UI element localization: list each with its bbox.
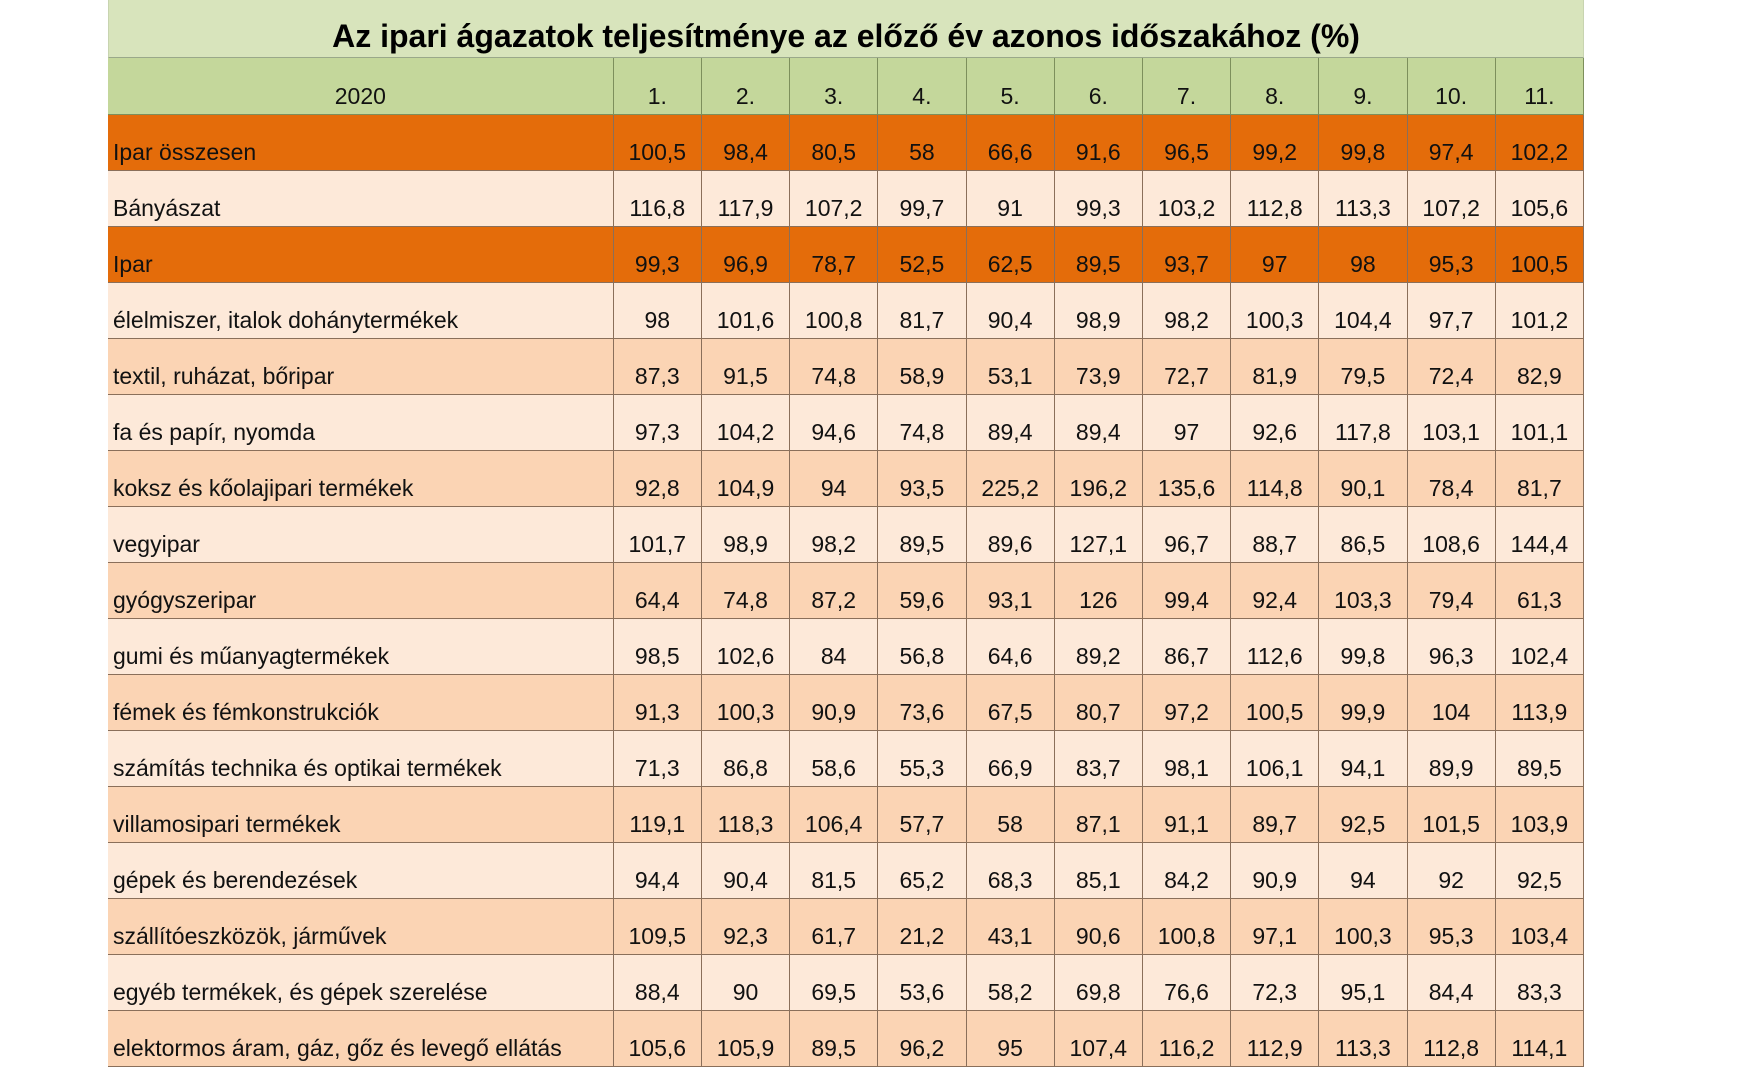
- value-cell[interactable]: 112,8: [1231, 171, 1319, 227]
- table-row: [108, 507, 1584, 563]
- row-label-cell[interactable]: textil, ruházat, bőripar: [108, 339, 613, 395]
- value-cell[interactable]: 100,3: [1319, 899, 1407, 955]
- value-cell[interactable]: 97: [1231, 227, 1319, 283]
- row-label-cell[interactable]: gumi és műanyagtermékek: [108, 619, 613, 675]
- value-cell[interactable]: 59,6: [878, 563, 966, 619]
- value-cell[interactable]: 94: [790, 451, 878, 507]
- header-year-cell[interactable]: 2020: [108, 58, 613, 115]
- value-cell[interactable]: 103,2: [1142, 171, 1230, 227]
- value-cell[interactable]: 97: [1142, 395, 1230, 451]
- header-month-cell[interactable]: 6.: [1054, 58, 1142, 115]
- value-cell[interactable]: 91: [966, 171, 1054, 227]
- value-cell[interactable]: 99,9: [1319, 675, 1407, 731]
- value-cell[interactable]: 109,5: [613, 899, 701, 955]
- value-cell[interactable]: 101,5: [1407, 787, 1495, 843]
- value-cell[interactable]: 95,3: [1407, 899, 1495, 955]
- value-cell[interactable]: 99,8: [1319, 619, 1407, 675]
- value-cell[interactable]: 99,3: [1054, 171, 1142, 227]
- value-cell[interactable]: 64,4: [613, 563, 701, 619]
- value-cell[interactable]: 66,6: [966, 115, 1054, 171]
- value-cell[interactable]: 98,9: [1054, 283, 1142, 339]
- value-cell[interactable]: 96,3: [1407, 619, 1495, 675]
- value-cell[interactable]: 100,3: [701, 675, 789, 731]
- value-cell[interactable]: 98,1: [1142, 731, 1230, 787]
- table-row: [108, 843, 1584, 899]
- value-cell[interactable]: 58,6: [790, 731, 878, 787]
- value-cell[interactable]: 69,5: [790, 955, 878, 1011]
- value-cell[interactable]: 66,9: [966, 731, 1054, 787]
- value-cell[interactable]: 58,9: [878, 339, 966, 395]
- value-cell[interactable]: 107,2: [790, 171, 878, 227]
- row-label-cell[interactable]: Ipar: [108, 227, 613, 283]
- value-cell[interactable]: 94,1: [1319, 731, 1407, 787]
- value-cell[interactable]: 97,7: [1407, 283, 1495, 339]
- value-cell[interactable]: 95,1: [1319, 955, 1407, 1011]
- row-label-cell[interactable]: Bányászat: [108, 171, 613, 227]
- value-cell[interactable]: 53,1: [966, 339, 1054, 395]
- value-cell[interactable]: 113,9: [1495, 675, 1583, 731]
- value-cell[interactable]: 85,1: [1054, 843, 1142, 899]
- value-cell[interactable]: 90,4: [966, 283, 1054, 339]
- value-cell[interactable]: 91,1: [1142, 787, 1230, 843]
- value-cell[interactable]: 74,8: [790, 339, 878, 395]
- value-cell[interactable]: 107,2: [1407, 171, 1495, 227]
- value-cell[interactable]: 127,1: [1054, 507, 1142, 563]
- value-cell[interactable]: 97,3: [613, 395, 701, 451]
- value-cell[interactable]: 108,6: [1407, 507, 1495, 563]
- header-month-cell[interactable]: 7.: [1142, 58, 1230, 115]
- value-cell[interactable]: 67,5: [966, 675, 1054, 731]
- value-cell[interactable]: 104,4: [1319, 283, 1407, 339]
- row-label-cell[interactable]: fa és papír, nyomda: [108, 395, 613, 451]
- value-cell[interactable]: 97,1: [1231, 899, 1319, 955]
- value-cell[interactable]: 89,5: [878, 507, 966, 563]
- value-cell[interactable]: 57,7: [878, 787, 966, 843]
- value-cell[interactable]: 98,5: [613, 619, 701, 675]
- value-cell[interactable]: 104,2: [701, 395, 789, 451]
- table-row: [108, 955, 1584, 1011]
- value-cell[interactable]: 73,9: [1054, 339, 1142, 395]
- row-label-cell[interactable]: Ipar összesen: [108, 115, 613, 171]
- value-cell[interactable]: 98,2: [1142, 283, 1230, 339]
- value-cell[interactable]: 92: [1407, 843, 1495, 899]
- value-cell[interactable]: 80,7: [1054, 675, 1142, 731]
- value-cell[interactable]: 94: [1319, 843, 1407, 899]
- table-row: [108, 619, 1584, 675]
- value-cell[interactable]: 83,3: [1495, 955, 1583, 1011]
- value-cell[interactable]: 89,4: [966, 395, 1054, 451]
- value-cell[interactable]: 104: [1407, 675, 1495, 731]
- value-cell[interactable]: 62,5: [966, 227, 1054, 283]
- value-cell[interactable]: 100,8: [790, 283, 878, 339]
- row-label-cell[interactable]: számítás technika és optikai termékek: [108, 731, 613, 787]
- value-cell[interactable]: 96,7: [1142, 507, 1230, 563]
- header-month-cell[interactable]: 4.: [878, 58, 966, 115]
- value-cell[interactable]: 81,5: [790, 843, 878, 899]
- value-cell[interactable]: 61,7: [790, 899, 878, 955]
- value-cell[interactable]: 98,4: [701, 115, 789, 171]
- value-cell[interactable]: 105,9: [701, 1011, 789, 1067]
- row-label-cell[interactable]: egyéb termékek, és gépek szerelése: [108, 955, 613, 1011]
- value-cell[interactable]: 53,6: [878, 955, 966, 1011]
- value-cell[interactable]: 112,9: [1231, 1011, 1319, 1067]
- row-label-cell[interactable]: villamosipari termékek: [108, 787, 613, 843]
- spreadsheet: [108, 0, 1584, 1067]
- value-cell[interactable]: 88,7: [1231, 507, 1319, 563]
- row-label-cell[interactable]: koksz és kőolajipari termékek: [108, 451, 613, 507]
- header-month-cell[interactable]: 3.: [790, 58, 878, 115]
- table-row: [108, 339, 1584, 395]
- value-cell[interactable]: 106,1: [1231, 731, 1319, 787]
- value-cell[interactable]: 90,4: [701, 843, 789, 899]
- value-cell[interactable]: 104,9: [701, 451, 789, 507]
- value-cell[interactable]: 79,4: [1407, 563, 1495, 619]
- row-label-cell[interactable]: gyógyszeripar: [108, 563, 613, 619]
- value-cell[interactable]: 97,2: [1142, 675, 1230, 731]
- value-cell[interactable]: 91,6: [1054, 115, 1142, 171]
- value-cell[interactable]: 100,5: [613, 115, 701, 171]
- value-cell[interactable]: 87,1: [1054, 787, 1142, 843]
- value-cell[interactable]: 97,4: [1407, 115, 1495, 171]
- value-cell[interactable]: 103,4: [1495, 899, 1583, 955]
- value-cell[interactable]: 105,6: [613, 1011, 701, 1067]
- table-row: [108, 563, 1584, 619]
- value-cell[interactable]: 92,6: [1231, 395, 1319, 451]
- row-label-cell[interactable]: szállítóeszközök, járművek: [108, 899, 613, 955]
- table-row: [108, 227, 1584, 283]
- value-cell[interactable]: 100,8: [1142, 899, 1230, 955]
- value-cell[interactable]: 98,9: [701, 507, 789, 563]
- value-cell[interactable]: 72,4: [1407, 339, 1495, 395]
- value-cell[interactable]: 81,7: [878, 283, 966, 339]
- value-cell[interactable]: 82,9: [1495, 339, 1583, 395]
- value-cell[interactable]: 89,2: [1054, 619, 1142, 675]
- table-row: [108, 171, 1584, 227]
- table-row: [108, 899, 1584, 955]
- value-cell[interactable]: 90: [701, 955, 789, 1011]
- value-cell[interactable]: 92,4: [1231, 563, 1319, 619]
- header-month-cell[interactable]: 11.: [1495, 58, 1583, 115]
- row-label-cell[interactable]: fémek és fémkonstrukciók: [108, 675, 613, 731]
- value-cell[interactable]: 102,6: [701, 619, 789, 675]
- value-cell[interactable]: 78,4: [1407, 451, 1495, 507]
- value-cell[interactable]: 101,7: [613, 507, 701, 563]
- header-month-cell[interactable]: 2.: [701, 58, 789, 115]
- table-row: [108, 787, 1584, 843]
- value-cell[interactable]: 78,7: [790, 227, 878, 283]
- value-cell[interactable]: 112,8: [1407, 1011, 1495, 1067]
- value-cell[interactable]: 225,2: [966, 451, 1054, 507]
- value-cell[interactable]: 92,8: [613, 451, 701, 507]
- value-cell[interactable]: 90,9: [1231, 843, 1319, 899]
- value-cell[interactable]: 113,3: [1319, 1011, 1407, 1067]
- value-cell[interactable]: 100,5: [1495, 227, 1583, 283]
- value-cell[interactable]: 83,7: [1054, 731, 1142, 787]
- table-row: [108, 1011, 1584, 1067]
- value-cell[interactable]: 21,2: [878, 899, 966, 955]
- value-cell[interactable]: 89,4: [1054, 395, 1142, 451]
- value-cell[interactable]: 94,4: [613, 843, 701, 899]
- value-cell[interactable]: 56,8: [878, 619, 966, 675]
- value-cell[interactable]: 61,3: [1495, 563, 1583, 619]
- value-cell[interactable]: 196,2: [1054, 451, 1142, 507]
- value-cell[interactable]: 58: [878, 115, 966, 171]
- table-row: [108, 731, 1584, 787]
- table-title: Az ipari ágazatok teljesítménye az előző év azonos időszakához (%): [108, 0, 1584, 58]
- value-cell[interactable]: 105,6: [1495, 171, 1583, 227]
- value-cell[interactable]: 117,9: [701, 171, 789, 227]
- value-cell[interactable]: 89,7: [1231, 787, 1319, 843]
- value-cell[interactable]: 101,1: [1495, 395, 1583, 451]
- value-cell[interactable]: 106,4: [790, 787, 878, 843]
- value-cell[interactable]: 95,3: [1407, 227, 1495, 283]
- value-cell[interactable]: 74,8: [701, 563, 789, 619]
- value-cell[interactable]: 113,3: [1319, 171, 1407, 227]
- row-label-cell[interactable]: elektormos áram, gáz, gőz és levegő ellátás: [108, 1011, 613, 1067]
- value-cell[interactable]: 99,4: [1142, 563, 1230, 619]
- value-cell[interactable]: 74,8: [878, 395, 966, 451]
- table-row: [108, 395, 1584, 451]
- value-cell[interactable]: 119,1: [613, 787, 701, 843]
- value-cell[interactable]: 89,5: [1495, 731, 1583, 787]
- value-cell[interactable]: 73,6: [878, 675, 966, 731]
- value-cell[interactable]: 86,5: [1319, 507, 1407, 563]
- header-month-cell[interactable]: 9.: [1319, 58, 1407, 115]
- value-cell[interactable]: 71,3: [613, 731, 701, 787]
- header-month-cell[interactable]: 8.: [1231, 58, 1319, 115]
- value-cell[interactable]: 79,5: [1319, 339, 1407, 395]
- value-cell[interactable]: 72,3: [1231, 955, 1319, 1011]
- header-month-cell[interactable]: 10.: [1407, 58, 1495, 115]
- value-cell[interactable]: 76,6: [1142, 955, 1230, 1011]
- value-cell[interactable]: 144,4: [1495, 507, 1583, 563]
- value-cell[interactable]: 65,2: [878, 843, 966, 899]
- value-cell[interactable]: 84,2: [1142, 843, 1230, 899]
- value-cell[interactable]: 116,8: [613, 171, 701, 227]
- value-cell[interactable]: 64,6: [966, 619, 1054, 675]
- value-cell[interactable]: 114,8: [1231, 451, 1319, 507]
- value-cell[interactable]: 98: [613, 283, 701, 339]
- row-label-cell[interactable]: vegyipar: [108, 507, 613, 563]
- table-row: [108, 675, 1584, 731]
- value-cell[interactable]: 90,1: [1319, 451, 1407, 507]
- value-cell[interactable]: 69,8: [1054, 955, 1142, 1011]
- value-cell[interactable]: 98: [1319, 227, 1407, 283]
- value-cell[interactable]: 43,1: [966, 899, 1054, 955]
- value-cell[interactable]: 58: [966, 787, 1054, 843]
- value-cell[interactable]: 101,2: [1495, 283, 1583, 339]
- value-cell[interactable]: 55,3: [878, 731, 966, 787]
- value-cell[interactable]: 118,3: [701, 787, 789, 843]
- value-cell[interactable]: 99,3: [613, 227, 701, 283]
- value-cell[interactable]: 92,3: [701, 899, 789, 955]
- value-cell[interactable]: 89,5: [790, 1011, 878, 1067]
- value-cell[interactable]: 91,5: [701, 339, 789, 395]
- value-cell[interactable]: 99,7: [878, 171, 966, 227]
- value-cell[interactable]: 100,5: [1231, 675, 1319, 731]
- value-cell[interactable]: 58,2: [966, 955, 1054, 1011]
- value-cell[interactable]: 94,6: [790, 395, 878, 451]
- row-label-cell[interactable]: gépek és berendezések: [108, 843, 613, 899]
- value-cell[interactable]: 93,1: [966, 563, 1054, 619]
- value-cell[interactable]: 93,7: [1142, 227, 1230, 283]
- value-cell[interactable]: 90,6: [1054, 899, 1142, 955]
- value-cell[interactable]: 81,9: [1231, 339, 1319, 395]
- value-cell[interactable]: 101,6: [701, 283, 789, 339]
- value-cell[interactable]: 52,5: [878, 227, 966, 283]
- value-cell[interactable]: 84: [790, 619, 878, 675]
- value-cell[interactable]: 88,4: [613, 955, 701, 1011]
- row-label-cell[interactable]: élelmiszer, italok dohánytermékek: [108, 283, 613, 339]
- table-row: [108, 283, 1584, 339]
- value-cell[interactable]: 99,8: [1319, 115, 1407, 171]
- value-cell[interactable]: 96,9: [701, 227, 789, 283]
- table-row: [108, 115, 1584, 171]
- header-month-cell[interactable]: 5.: [966, 58, 1054, 115]
- value-cell[interactable]: 135,6: [1142, 451, 1230, 507]
- value-cell[interactable]: 116,2: [1142, 1011, 1230, 1067]
- value-cell[interactable]: 114,1: [1495, 1011, 1583, 1067]
- value-cell[interactable]: 102,4: [1495, 619, 1583, 675]
- value-cell[interactable]: 89,6: [966, 507, 1054, 563]
- value-cell[interactable]: 90,9: [790, 675, 878, 731]
- data-table: [108, 58, 1584, 1067]
- value-cell[interactable]: 96,5: [1142, 115, 1230, 171]
- value-cell[interactable]: 102,2: [1495, 115, 1583, 171]
- value-cell[interactable]: 99,2: [1231, 115, 1319, 171]
- value-cell[interactable]: 87,3: [613, 339, 701, 395]
- value-cell[interactable]: 117,8: [1319, 395, 1407, 451]
- value-cell[interactable]: 93,5: [878, 451, 966, 507]
- value-cell[interactable]: 89,9: [1407, 731, 1495, 787]
- value-cell[interactable]: 112,6: [1231, 619, 1319, 675]
- value-cell[interactable]: 100,3: [1231, 283, 1319, 339]
- value-cell[interactable]: 103,1: [1407, 395, 1495, 451]
- value-cell[interactable]: 92,5: [1319, 787, 1407, 843]
- value-cell[interactable]: 68,3: [966, 843, 1054, 899]
- value-cell[interactable]: 92,5: [1495, 843, 1583, 899]
- value-cell[interactable]: 86,7: [1142, 619, 1230, 675]
- header-month-cell[interactable]: 1.: [613, 58, 701, 115]
- value-cell[interactable]: 91,3: [613, 675, 701, 731]
- value-cell[interactable]: 81,7: [1495, 451, 1583, 507]
- value-cell[interactable]: 86,8: [701, 731, 789, 787]
- value-cell[interactable]: 103,3: [1319, 563, 1407, 619]
- value-cell[interactable]: 84,4: [1407, 955, 1495, 1011]
- value-cell[interactable]: 107,4: [1054, 1011, 1142, 1067]
- value-cell[interactable]: 87,2: [790, 563, 878, 619]
- value-cell[interactable]: 72,7: [1142, 339, 1230, 395]
- value-cell[interactable]: 98,2: [790, 507, 878, 563]
- value-cell[interactable]: 96,2: [878, 1011, 966, 1067]
- table-row: [108, 451, 1584, 507]
- value-cell[interactable]: 126: [1054, 563, 1142, 619]
- header-row: [108, 58, 1584, 115]
- value-cell[interactable]: 103,9: [1495, 787, 1583, 843]
- value-cell[interactable]: 89,5: [1054, 227, 1142, 283]
- value-cell[interactable]: 80,5: [790, 115, 878, 171]
- value-cell[interactable]: 95: [966, 1011, 1054, 1067]
